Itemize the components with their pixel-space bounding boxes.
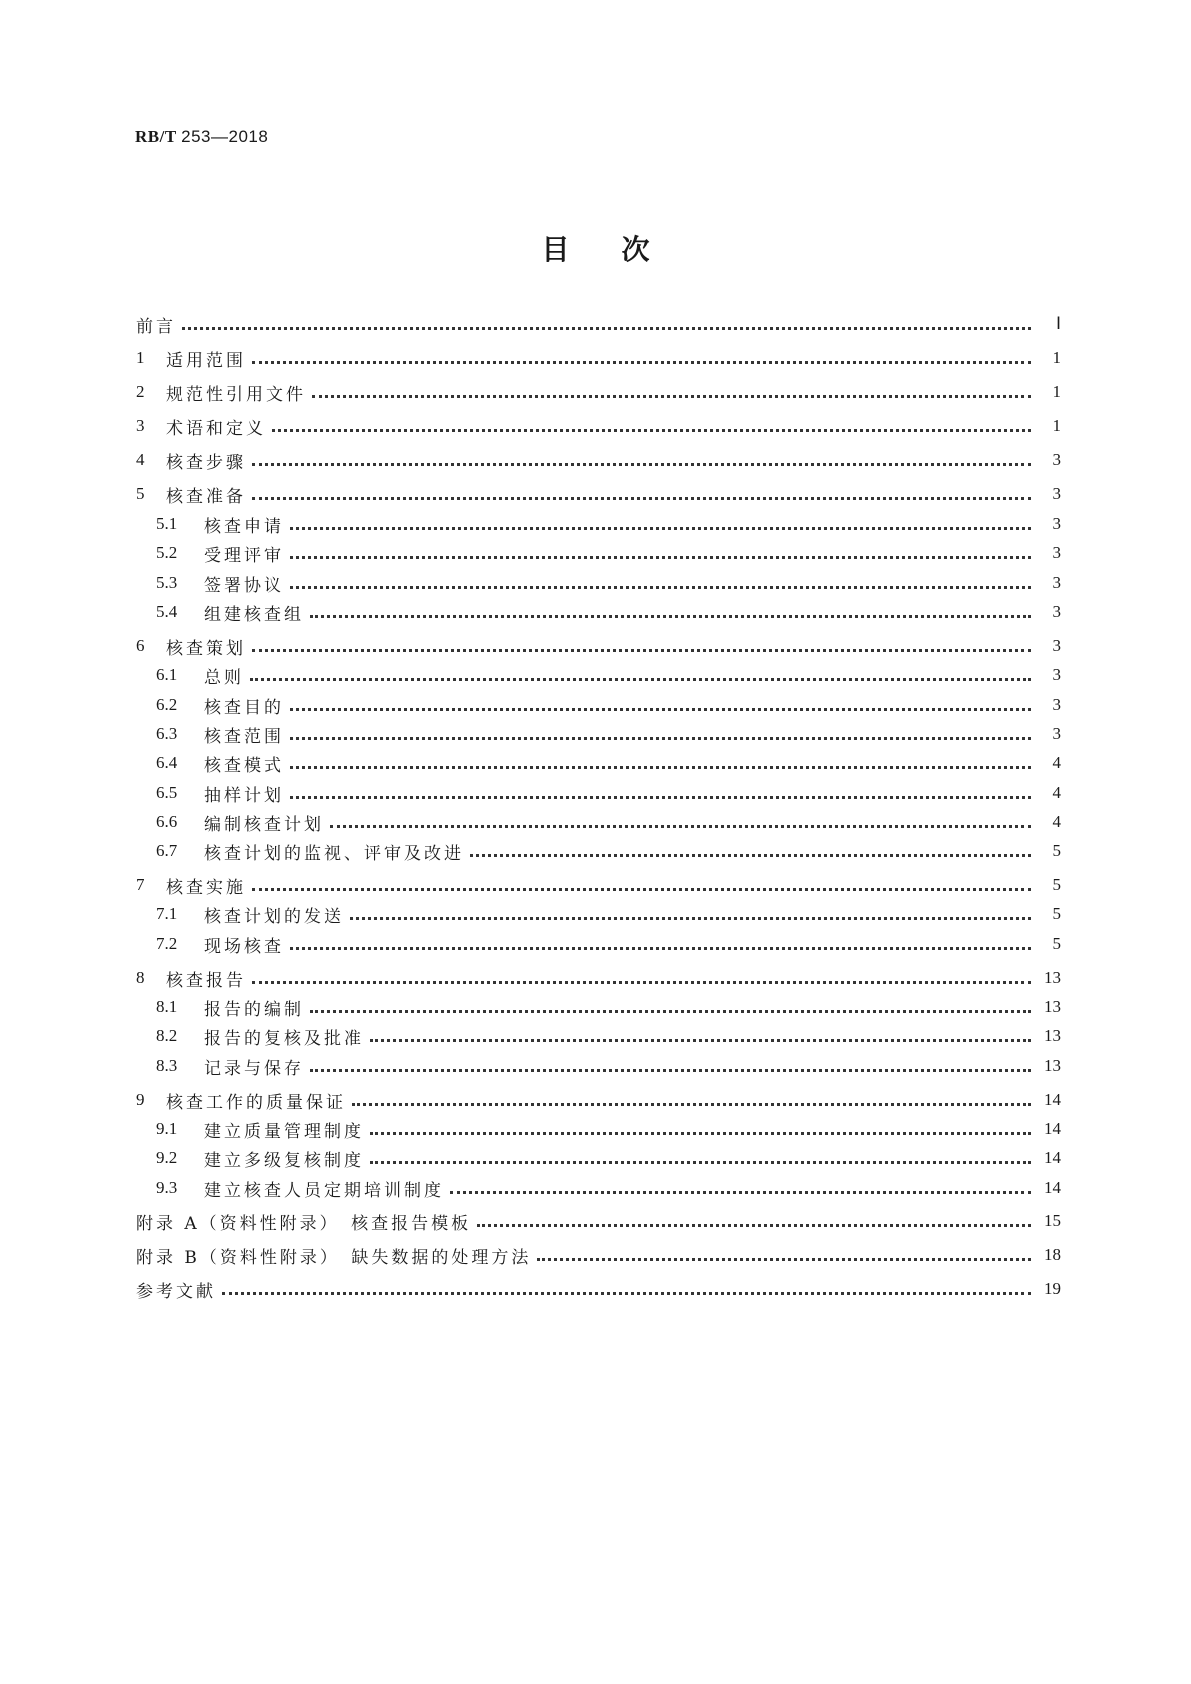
- toc-entry-label: 建立质量管理制度: [204, 1121, 364, 1142]
- toc-entry-number: 3: [136, 416, 145, 435]
- toc-entry-page: 14: [1044, 1090, 1061, 1109]
- dot-leader: [272, 414, 1031, 438]
- toc-entry[interactable]: [156, 663, 1061, 687]
- toc-entry-number: 9.3: [156, 1178, 178, 1197]
- toc-entry-label: 现场核查: [204, 936, 284, 957]
- dot-leader: [290, 751, 1031, 775]
- dot-leader: [370, 1146, 1031, 1170]
- toc-entry-number: 8.2: [156, 1026, 178, 1045]
- toc-entry-number: 9: [136, 1090, 145, 1109]
- toc-entry-page: 13: [1044, 968, 1061, 987]
- toc-entry[interactable]: [156, 541, 1061, 565]
- page-title: 目次: [541, 233, 702, 266]
- toc-entry[interactable]: [156, 810, 1061, 834]
- toc-entry-number: 6.6: [156, 812, 178, 831]
- toc-entry-page: 3: [1052, 450, 1061, 469]
- toc-entry-number: 9.1: [156, 1119, 178, 1138]
- dot-leader: [222, 1277, 1031, 1301]
- toc-entry[interactable]: [156, 722, 1061, 746]
- toc-entry[interactable]: [156, 995, 1061, 1019]
- toc-entry-number: 8.1: [156, 997, 178, 1016]
- toc-entry-label: 核查准备: [166, 486, 246, 507]
- toc-entry[interactable]: [136, 346, 1061, 370]
- toc-entry-label: 前言: [136, 316, 176, 337]
- toc-entry-label: 编制核查计划: [204, 814, 324, 835]
- dot-leader: [290, 781, 1031, 805]
- toc-entry-label: 核查报告: [166, 970, 246, 991]
- dot-leader: [477, 1209, 1031, 1233]
- toc-entry[interactable]: [156, 600, 1061, 624]
- toc-entry-page: Ⅰ: [1055, 314, 1061, 333]
- toc-entry-page: 14: [1044, 1119, 1061, 1138]
- toc-entry-page: 3: [1052, 665, 1061, 684]
- toc-entry[interactable]: [136, 873, 1061, 897]
- toc-entry-page: 19: [1044, 1279, 1061, 1298]
- toc-entry-page: 3: [1052, 602, 1061, 621]
- toc-entry[interactable]: [156, 512, 1061, 536]
- toc-entry-label: 核查范围: [204, 726, 284, 747]
- toc-entry-label: 核查实施: [166, 877, 246, 898]
- toc-entry-number: 4: [136, 450, 145, 469]
- dot-leader: [290, 571, 1031, 595]
- toc-entry-number: 5.4: [156, 602, 178, 621]
- toc-entry[interactable]: [156, 1024, 1061, 1048]
- toc-entry[interactable]: [136, 1209, 1061, 1233]
- toc-entry[interactable]: [156, 571, 1061, 595]
- toc-entry-page: 1: [1052, 348, 1061, 367]
- toc-entry-page: 1: [1052, 416, 1061, 435]
- toc-entry-number: 7: [136, 875, 145, 894]
- dot-leader: [290, 722, 1031, 746]
- toc-entry-number: 6.4: [156, 753, 178, 772]
- toc-entry-number: 2: [136, 382, 145, 401]
- toc-entry-number: 9.2: [156, 1148, 178, 1167]
- toc-entry-label: 核查模式: [204, 755, 284, 776]
- toc-entry-label: 报告的编制: [204, 999, 304, 1020]
- toc-entry-page: 4: [1052, 783, 1061, 802]
- dot-leader: [250, 663, 1031, 687]
- toc-entry-label: 报告的复核及批准: [204, 1028, 364, 1049]
- toc-entry-page: 14: [1044, 1148, 1061, 1167]
- toc-entry-number: 6.3: [156, 724, 178, 743]
- toc-entry-number: 1: [136, 348, 145, 367]
- toc-entry-page: 4: [1052, 753, 1061, 772]
- standard-code: 253—2018: [181, 127, 269, 146]
- dot-leader: [352, 1088, 1031, 1112]
- dot-leader: [470, 839, 1031, 863]
- toc-entry-label: 术语和定义: [166, 418, 266, 439]
- toc-entry[interactable]: [136, 414, 1061, 438]
- toc-entry-label: 核查计划的发送: [204, 906, 344, 927]
- toc-entry-label: 记录与保存: [204, 1058, 304, 1079]
- toc-entry-page: 18: [1044, 1245, 1061, 1264]
- toc-entry-page: 5: [1052, 841, 1061, 860]
- toc-entry-page: 3: [1052, 724, 1061, 743]
- toc-entry-label: 核查申请: [204, 516, 284, 537]
- toc-entry-label: 参考文献: [136, 1281, 216, 1302]
- toc-entry-number: 8: [136, 968, 145, 987]
- toc-entry-label: 核查步骤: [166, 452, 246, 473]
- toc-entry-label: 建立多级复核制度: [204, 1150, 364, 1171]
- toc-entry-number: 8.3: [156, 1056, 178, 1075]
- toc-entry-page: 3: [1052, 514, 1061, 533]
- toc-entry[interactable]: [136, 1277, 1061, 1301]
- toc-entry-label: 适用范围: [166, 350, 246, 371]
- toc-entry[interactable]: [136, 1243, 1061, 1267]
- dot-leader: [290, 932, 1031, 956]
- toc-entry[interactable]: [136, 380, 1061, 404]
- toc-entry[interactable]: [136, 634, 1061, 658]
- toc-entry-label: 核查计划的监视、评审及改进: [204, 843, 464, 864]
- toc-entry-label: 核查目的: [204, 697, 284, 718]
- toc-entry-number: 7.2: [156, 934, 178, 953]
- toc-entry-page: 13: [1044, 997, 1061, 1016]
- toc-entry-label: 附录 B（资料性附录） 缺失数据的处理方法: [136, 1247, 532, 1268]
- toc-entry-label: 总则: [204, 667, 244, 688]
- dot-leader: [290, 693, 1031, 717]
- toc-entry[interactable]: [156, 1176, 1061, 1200]
- toc-entry-number: 6.7: [156, 841, 178, 860]
- toc-entry[interactable]: [156, 839, 1061, 863]
- toc-entry-page: 13: [1044, 1026, 1061, 1045]
- toc-entry-page: 4: [1052, 812, 1061, 831]
- toc-entry[interactable]: [156, 693, 1061, 717]
- toc-entry-page: 14: [1044, 1178, 1061, 1197]
- toc-entry-page: 5: [1052, 904, 1061, 923]
- dot-leader: [537, 1243, 1031, 1267]
- dot-leader: [310, 600, 1031, 624]
- toc-entry[interactable]: [156, 751, 1061, 775]
- toc-entry[interactable]: [136, 448, 1061, 472]
- toc-entry-number: 6.1: [156, 665, 178, 684]
- toc-entry-number: 5.3: [156, 573, 178, 592]
- toc-entry[interactable]: [136, 482, 1061, 506]
- toc-entry-number: 6.2: [156, 695, 178, 714]
- dot-leader: [252, 873, 1031, 897]
- toc-entry-label: 规范性引用文件: [166, 384, 306, 405]
- dot-leader: [312, 380, 1031, 404]
- toc-entry-page: 13: [1044, 1056, 1061, 1075]
- toc-entry-number: 7.1: [156, 904, 178, 923]
- toc-entry-page: 3: [1052, 636, 1061, 655]
- toc-entry-page: 5: [1052, 934, 1061, 953]
- toc-entry-label: 受理评审: [204, 545, 284, 566]
- toc-entry-label: 签署协议: [204, 575, 284, 596]
- toc-entry-number: 5.2: [156, 543, 178, 562]
- standard-number: [135, 127, 268, 147]
- toc-entry-page: 15: [1044, 1211, 1061, 1230]
- toc-entry[interactable]: [156, 1117, 1061, 1141]
- dot-leader: [350, 902, 1031, 926]
- toc-entry-number: 5: [136, 484, 145, 503]
- dot-leader: [310, 1054, 1031, 1078]
- toc-entry[interactable]: [156, 1146, 1061, 1170]
- toc-entry-page: 3: [1052, 573, 1061, 592]
- toc-entry[interactable]: [156, 1054, 1061, 1078]
- toc-entry-page: 1: [1052, 382, 1061, 401]
- toc-entry[interactable]: [136, 312, 1061, 336]
- toc-entry-page: 3: [1052, 543, 1061, 562]
- toc-entry-label: 建立核查人员定期培训制度: [204, 1180, 444, 1201]
- dot-leader: [290, 512, 1031, 536]
- toc-entry-page: 3: [1052, 695, 1061, 714]
- dot-leader: [370, 1117, 1031, 1141]
- toc-entry-page: 5: [1052, 875, 1061, 894]
- toc-entry-label: 核查策划: [166, 638, 246, 659]
- toc-entry-page: 3: [1052, 484, 1061, 503]
- toc-entry-label: 核查工作的质量保证: [166, 1092, 346, 1113]
- toc-entry[interactable]: [156, 932, 1061, 956]
- toc-entry[interactable]: [156, 781, 1061, 805]
- dot-leader: [330, 810, 1031, 834]
- toc-entry-label: 组建核查组: [204, 604, 304, 625]
- dot-leader: [252, 966, 1031, 990]
- dot-leader: [252, 634, 1031, 658]
- toc-entry-number: 6: [136, 636, 145, 655]
- toc-entry[interactable]: [136, 966, 1061, 990]
- toc-entry-label: 抽样计划: [204, 785, 284, 806]
- dot-leader: [252, 482, 1031, 506]
- dot-leader: [252, 346, 1031, 370]
- dot-leader: [450, 1176, 1031, 1200]
- dot-leader: [370, 1024, 1031, 1048]
- dot-leader: [290, 541, 1031, 565]
- toc-entry-number: 5.1: [156, 514, 178, 533]
- dot-leader: [310, 995, 1031, 1019]
- toc-entry-number: 6.5: [156, 783, 178, 802]
- toc-entry[interactable]: [156, 902, 1061, 926]
- standard-prefix: RB/T: [135, 127, 177, 146]
- dot-leader: [182, 312, 1031, 336]
- dot-leader: [252, 448, 1031, 472]
- toc-entry-label: 附录 A（资料性附录） 核查报告模板: [136, 1213, 472, 1234]
- toc-entry[interactable]: [136, 1088, 1061, 1112]
